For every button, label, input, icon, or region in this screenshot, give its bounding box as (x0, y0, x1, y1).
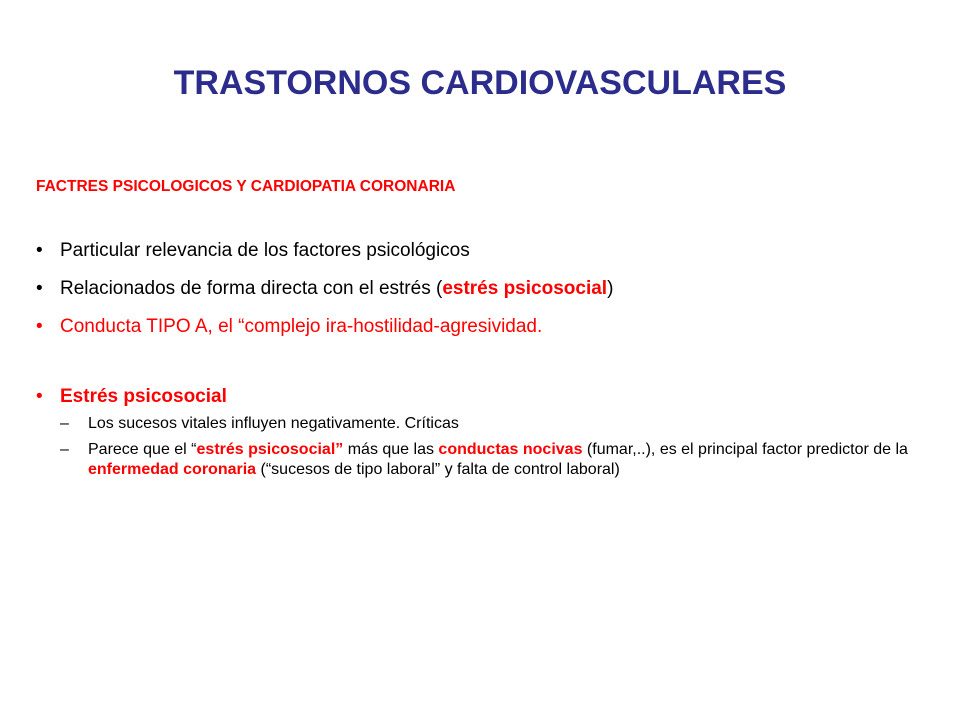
highlight-estres-psicosocial: estrés psicosocial (442, 278, 608, 299)
dash-marker: – (60, 415, 69, 432)
bullet-item-conducta-tipo-a (36, 316, 936, 338)
sub-item-sucesos-vitales (36, 414, 948, 434)
slide-subtitle: FACTRES PSICOLOGICOS Y CARDIOPATIA CORONARIA (36, 178, 456, 195)
sub-item-parece-que (36, 440, 948, 480)
sub-item-text: Los sucesos vitales influyen negativamente. Críticas (88, 415, 459, 432)
bullet-marker: • (36, 386, 43, 407)
sub-item-text: más que las (343, 441, 439, 458)
bullet-item-relevancia (36, 240, 936, 262)
bullet-item-estres-psicosocial (36, 386, 936, 408)
bullet-text: Particular relevancia de los factores psicológicos (60, 240, 470, 261)
bullet-item-relacionados (36, 278, 936, 300)
highlight-estres-psicosocial: estrés psicosocial” (196, 441, 344, 458)
bullet-marker: • (36, 278, 43, 299)
highlight-conductas-nocivas: conductas nocivas (438, 441, 583, 458)
spacer (36, 354, 936, 386)
dash-marker: – (60, 441, 69, 458)
bullet-list (36, 240, 936, 482)
bullet-marker: • (36, 240, 43, 261)
bullet-marker: • (36, 316, 43, 337)
bullet-text-end: ) (607, 278, 614, 299)
bullet-text: Relacionados de forma directa con el estrés ( (60, 278, 443, 299)
highlight-enfermedad-coronaria: enfermedad coronaria (88, 461, 257, 478)
sub-item-text: Parece que el “ (88, 441, 197, 458)
sub-item-text: (“sucesos de tipo laboral” y falta de control laboral) (256, 461, 620, 478)
bullet-text: Conducta TIPO A, el “complejo ira-hostilidad-agresividad. (60, 316, 543, 337)
bullet-heading: Estrés psicosocial (60, 386, 227, 407)
slide-title: TRASTORNOS CARDIOVASCULARES (173, 64, 787, 102)
sub-item-text: (fumar,..), es el principal factor predictor de la (582, 441, 908, 458)
